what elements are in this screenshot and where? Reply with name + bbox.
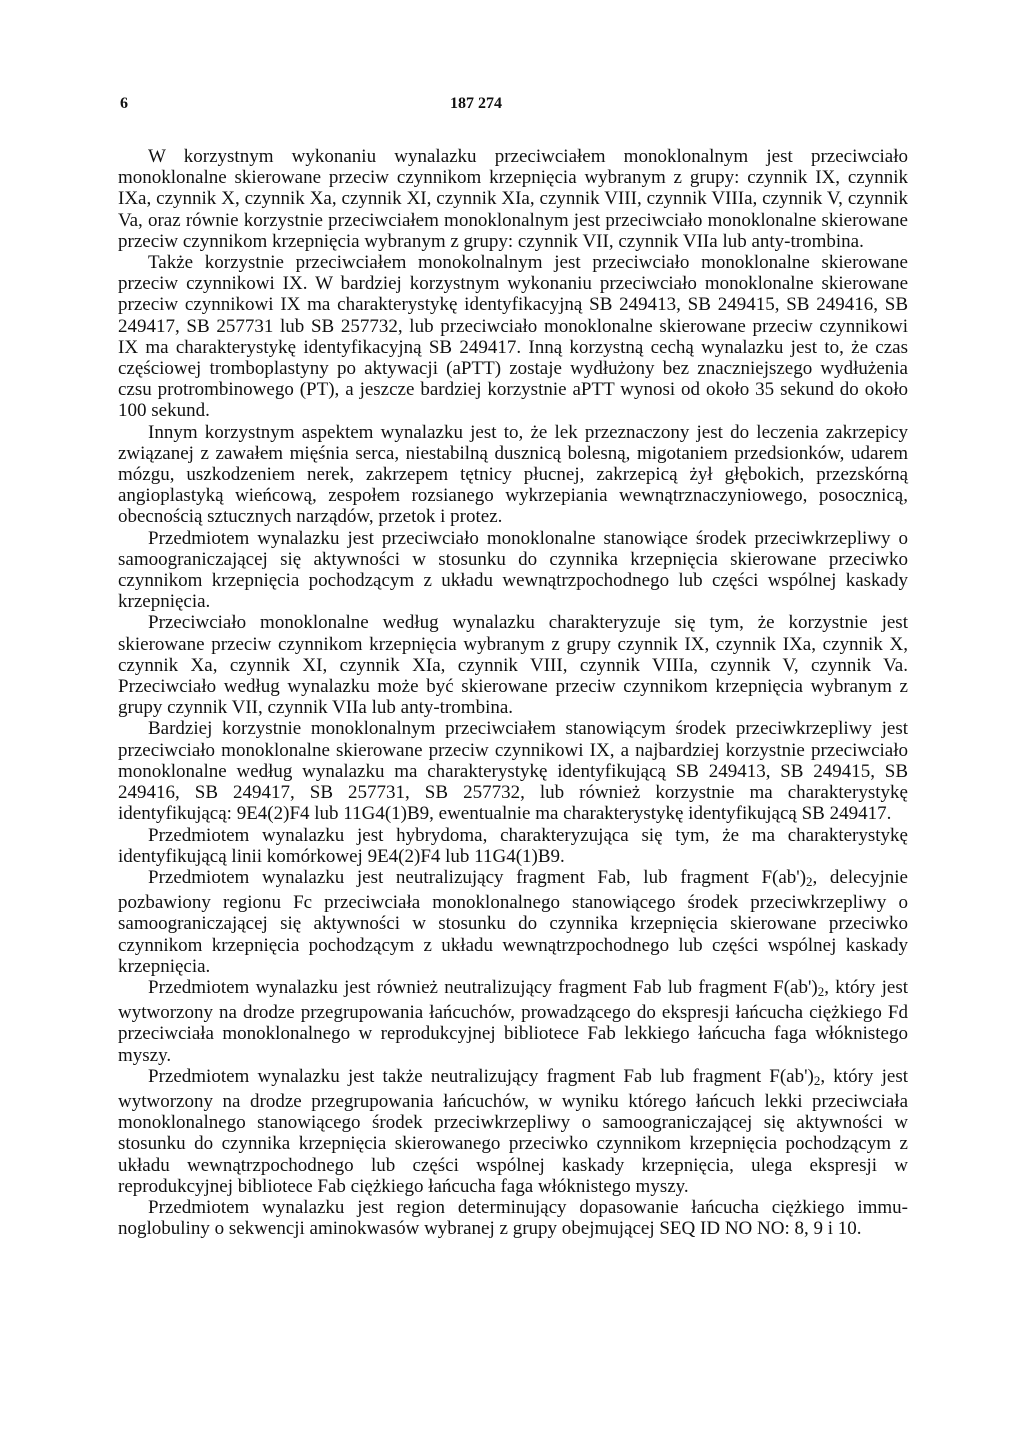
paragraph-text: , który jest wytworzony na drodze przegrupowania łańcuchów, w wyniku którego łańcuch lekki przeciwciała monoklonalnego stanowiącego środek przeciwkrzepliwy o samoograniczającej się aktywności w stosunku do czynnika krzepnięcia skierowanego przeciwko czynnikom krzepnięcia pochodzącym z układu wewnątrzpochodnego lub części wspólnej kaskady krzepnięcia, ulega ekspresji w reprodukcyjnej bibliotece Fab ciężkiego łańcucha faga włóknistego myszy. bbox=[118, 1065, 908, 1197]
paragraph: Przedmiotem wynalazku jest przeciwciało monoklonalne stanowiące środek przeciwkrzepliwy o samoograniczającej się aktywności w stosunku do czynnika krzepnięcia skierowane przeciwko czynnikom krzepnięcia pochodzącym z układu wewnątrzpochodnego lub części wspólnej kaskady krzepnięcia. bbox=[118, 527, 908, 613]
paragraph: Przedmiotem wynalazku jest hybrydoma, charakteryzująca się tym, że ma charakterystykę identyfikującą linii komórkowej 9E4(2)F4 lub 11G4(1)B9. bbox=[118, 824, 908, 867]
subscript: 2 bbox=[806, 873, 813, 889]
subscript: 2 bbox=[813, 1072, 821, 1088]
paragraph-text: , delecyjnie pozbawiony regionu Fc przeciwciała monoklonalnego stanowiącego środek przeciwkrzepliwy o samoograniczającej się aktywności w stosunku do czynnika krzepnięcia skierowane przeciwko czynnikom krzepnięcia pochodzącym z układu wewnątrzpochodnego lub części wspólnej kaskady krzepnięcia. bbox=[118, 866, 908, 977]
document-body bbox=[118, 146, 908, 1239]
paragraph: Także korzystnie przeciwciałem monokolnalnym jest przeciwciało monoklonalne skierowane przeciw czynnikowi IX. W bardziej korzystnym wykonaniu przeciwciało monoklonalne skierowane przeciw czynnikowi IX ma charakterystykę identyfikacyjną SB 249413, SB 249415, SB 249416, SB 249417, SB 257731 lub SB 257732, lub przeciwciało monoklonalne skierowane przeciw czynnikowi IX ma charakterystykę identyfikacyjną SB 249417. Inną korzystną cechą wynalazku jest to, że czas częściowej tromboplastyny po aktywacji (aPTT) zostaje wydłużony bez znaczniejszego wydłużenia czsu protrombinowego (PT), a jeszcze bardziej korzystnie aPTT wynosi od około 35 sekund do około 100 sekund. bbox=[118, 252, 908, 422]
paragraph: Bardziej korzystnie monoklonalnym przeciwciałem stanowiącym środek przeciwkrzepliwy jest przeciwciało monoklonalne skierowane przeciw czynnikowi IX, a najbardziej korzystnie przeciwciało monoklonalne według wynalazku ma charakterystykę identyfikującą SB 249413, SB 249415, SB 249416, SB 249417, SB 257731, SB 257732, lub również korzystnie ma charakterystykę identyfikującą: 9E4(2)F4 lub 11G4(1)B9, ewentualnie ma charakterystykę identyfikującą SB 249417. bbox=[118, 718, 908, 825]
paragraph-text: Przedmiotem wynalazku jest również neutralizujący fragment Fab lub fragment F(ab') bbox=[148, 976, 818, 998]
paragraph: Przedmiotem wynalazku jest region determinujący dopasowanie łańcucha ciężkiego immunoglobuliny o sekwencji aminokwasów wybranej z grupy obejmującej SEQ ID NO NO: 8, 9 i 10. bbox=[118, 1196, 908, 1240]
paragraph-fab bbox=[118, 867, 908, 977]
patent-number: 187 274 bbox=[450, 95, 502, 112]
subscript: 2 bbox=[817, 983, 825, 999]
paragraph-text: Przedmiotem wynalazku jest także neutralizujący fragment Fab lub fragment F(ab') bbox=[148, 1065, 814, 1087]
paragraph: W korzystnym wykonaniu wynalazku przeciwciałem monoklonalnym jest przeciwciało monoklonalne skierowane przeciw czynnikom krzepnięcia wybranym z grupy: czynnik IX, czynnik IXa, czynnik X, czynnik Xa, czynnik XI, czynnik XIa, czynnik VIII, czynnik VIIIa, czynnik V, czynnik Va, oraz równie korzystnie przeciwciałem monoklonalnym jest przeciwciało monoklonalne skierowane przeciw czynnikom krzepnięcia wybranym z grupy: czynnik VII, czynnik VIIa lub anty-trombina. bbox=[118, 146, 908, 252]
page-header bbox=[120, 95, 910, 119]
paragraph-text: Przedmiotem wynalazku jest neutralizujący fragment Fab, lub fragment F(ab') bbox=[148, 866, 807, 888]
page-number: 6 bbox=[120, 95, 128, 112]
paragraph-fab bbox=[118, 977, 908, 1066]
paragraph-text: , który jest wytworzony na drodze przegrupowania łańcuchów, prowadzącego do ekspresji łańcucha ciężkiego Fd przeciwciała monoklonalnego w reprodukcyjnej bibliotece Fab lekkiego łańcucha faga włóknistego myszy. bbox=[118, 976, 908, 1066]
paragraph: Przeciwciało monoklonalne według wynalazku charakteryzuje się tym, że korzystnie jest skierowane przeciw czynnikom krzepnięcia wybranym z grupy czynnik IX, czynnik IXa, czynnik X, czynnik Xa, czynnik XI, czynnik XIa, czynnik VIII, czynnik VIIIa, czynnik V, czynnik Va. Przeciwciało według wynalazku może być skierowane przeciw czynnikom krzepnięcia wybranym z grupy czynnik VII, czynnik VIIa lub anty-trombina. bbox=[118, 612, 908, 719]
paragraph-fab bbox=[118, 1066, 908, 1197]
paragraph: Innym korzystnym aspektem wynalazku jest to, że lek przeznaczony jest do leczenia zakrzepicy związanej z zawałem mięśnia serca, niestabilną dusznicą bolesną, migotaniem przedsionków, udarem mózgu, uszkodzeniem nerek, zakrzepem tętnicy płucnej, zakrzepicą żył głębokich, przezskórną angioplastyką wieńcową, zespołem rozsianego wykrzepiania wewnątrznaczyniowego, posocznicą, obecnością sztucznych narządów, przetok i protez. bbox=[118, 421, 908, 528]
